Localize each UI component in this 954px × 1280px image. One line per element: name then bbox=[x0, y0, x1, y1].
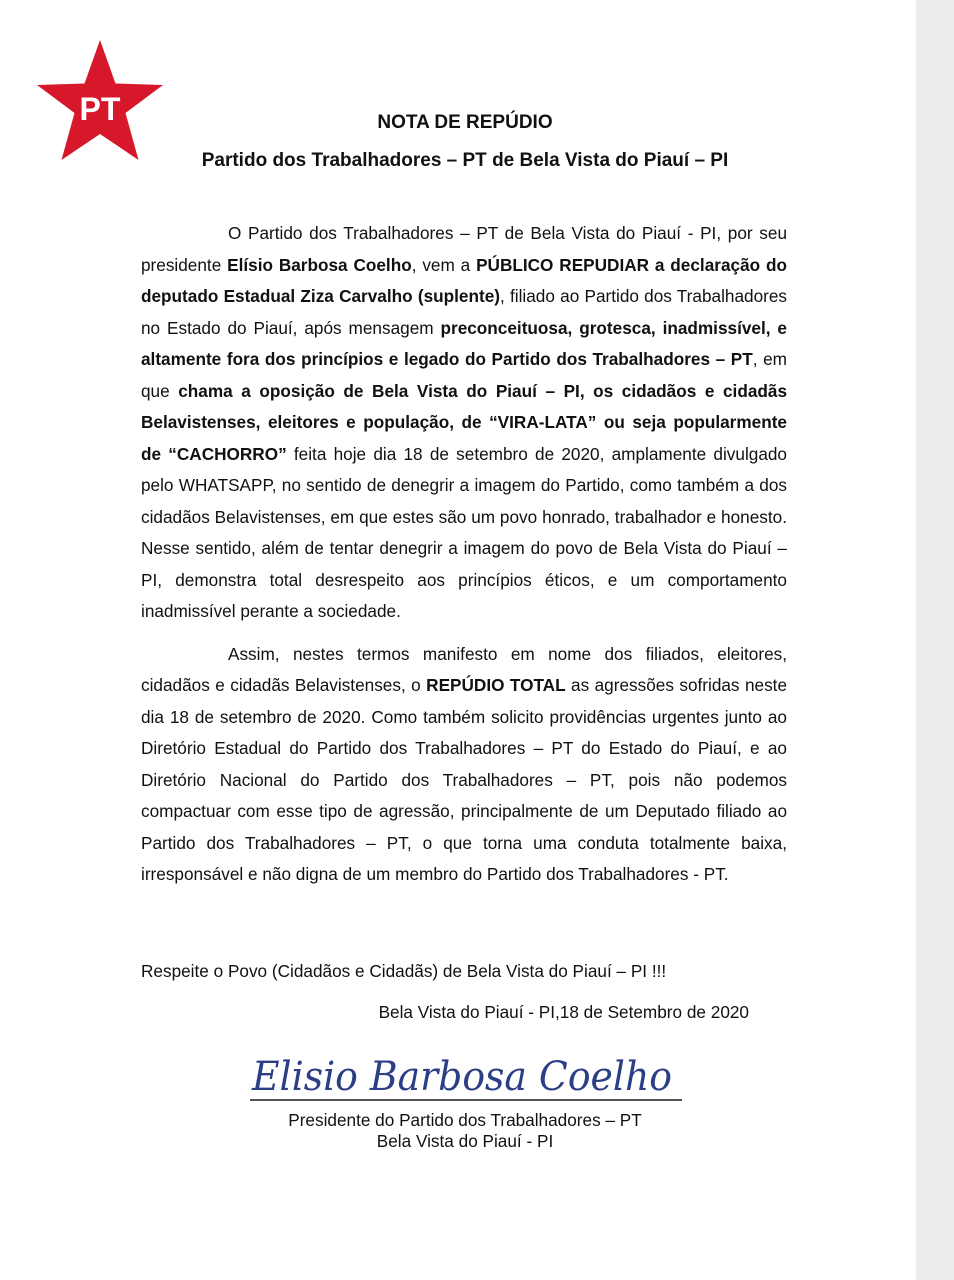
place-date-line: Bela Vista do Piauí - PI,18 de Setembro de 2020 bbox=[378, 1002, 749, 1022]
signatory-role bbox=[250, 1110, 680, 1152]
p1-text-5: feita hoje dia 18 de setembro de 2020, amplamente divulgado pelo WHATSAPP, no sentido de denegrir a imagem do Partido, como também a dos cidadãos Belavistenses, em que estes são um povo honrado, trabalhador e honesto. Nesse sentido, além de tentar denegrir a imagem do povo de Bela Vista do Piauí – PI, demonstra total desrespeito aos princípios éticos, e um comportamento inadmissível perante a sociedade. bbox=[141, 443, 787, 621]
p1-text-2: , vem a bbox=[411, 254, 477, 275]
p1-text-1: O Partido dos Trabalhadores – PT de Bela Vista do Piauí - PI, por seu presidente bbox=[141, 223, 787, 275]
p1-bold-3: preconceituosa, grotesca, inadmissível, e altamente fora dos princípios e legado do Partido dos Trabalhadores – PT bbox=[141, 317, 787, 369]
role-line-2: Bela Vista do Piauí - PI bbox=[376, 1131, 554, 1151]
document-body bbox=[141, 218, 787, 891]
paragraph-2 bbox=[141, 639, 787, 891]
closing-line: Respeite o Povo (Cidadãos e Cidadãs) de Bela Vista do Piauí – PI !!! bbox=[141, 961, 667, 981]
paragraph-1 bbox=[141, 218, 787, 628]
p1-text-4: , em que bbox=[141, 349, 787, 401]
p1-bold-4: chama a oposição de Bela Vista do Piauí – PI, os cidadãos e cidadãs Belavistenses, eleitores e população, de “VIRA-LATA” ou seja popularmente de “CACHORRO” bbox=[141, 380, 788, 464]
p2-text-2: as agressões sofridas neste dia 18 de setembro de 2020. Como também solicito providências urgentes junto ao Diretório Estadual do Partido dos Trabalhadores – PT do Estado do Piauí, e ao Diretório Nacional do Partido dos Trabalhadores – PT, pois não podemos compactuar com esse tipo de agressão, principalmente de um Deputado filiado ao Partido dos Trabalhadores – PT, o que torna uma conduta totalmente baixa, irresponsável e não digna de um membro do Partido dos Trabalhadores - PT. bbox=[141, 675, 788, 884]
p1-bold-2: PÚBLICO REPUDIAR a declaração do deputado Estadual Ziza Carvalho (suplente) bbox=[141, 254, 787, 306]
document-subtitle: Partido dos Trabalhadores – PT de Bela Vista do Piauí – PI bbox=[201, 150, 729, 171]
pt-star-logo bbox=[34, 38, 166, 164]
p2-bold-1: REPÚDIO TOTAL bbox=[426, 675, 566, 695]
p1-text-3: , filiado ao Partido dos Trabalhadores no Estado do Piauí, após mensagem bbox=[141, 286, 788, 338]
role-line-1: Presidente do Partido dos Trabalhadores – PT bbox=[288, 1110, 642, 1130]
p2-text-1: Assim, nestes termos manifesto em nome dos filiados, eleitores, cidadãos e cidadãs Belavistenses, o bbox=[141, 643, 787, 695]
p1-bold-1: Elísio Barbosa Coelho bbox=[227, 254, 412, 275]
handwritten-signature bbox=[246, 1040, 686, 1104]
logo-text: PT bbox=[79, 91, 121, 127]
svg-text:Elisio Barbosa Coelho: Elisio Barbosa Coelho bbox=[251, 1054, 672, 1100]
document-title: NOTA DE REPÚDIO bbox=[377, 112, 553, 133]
